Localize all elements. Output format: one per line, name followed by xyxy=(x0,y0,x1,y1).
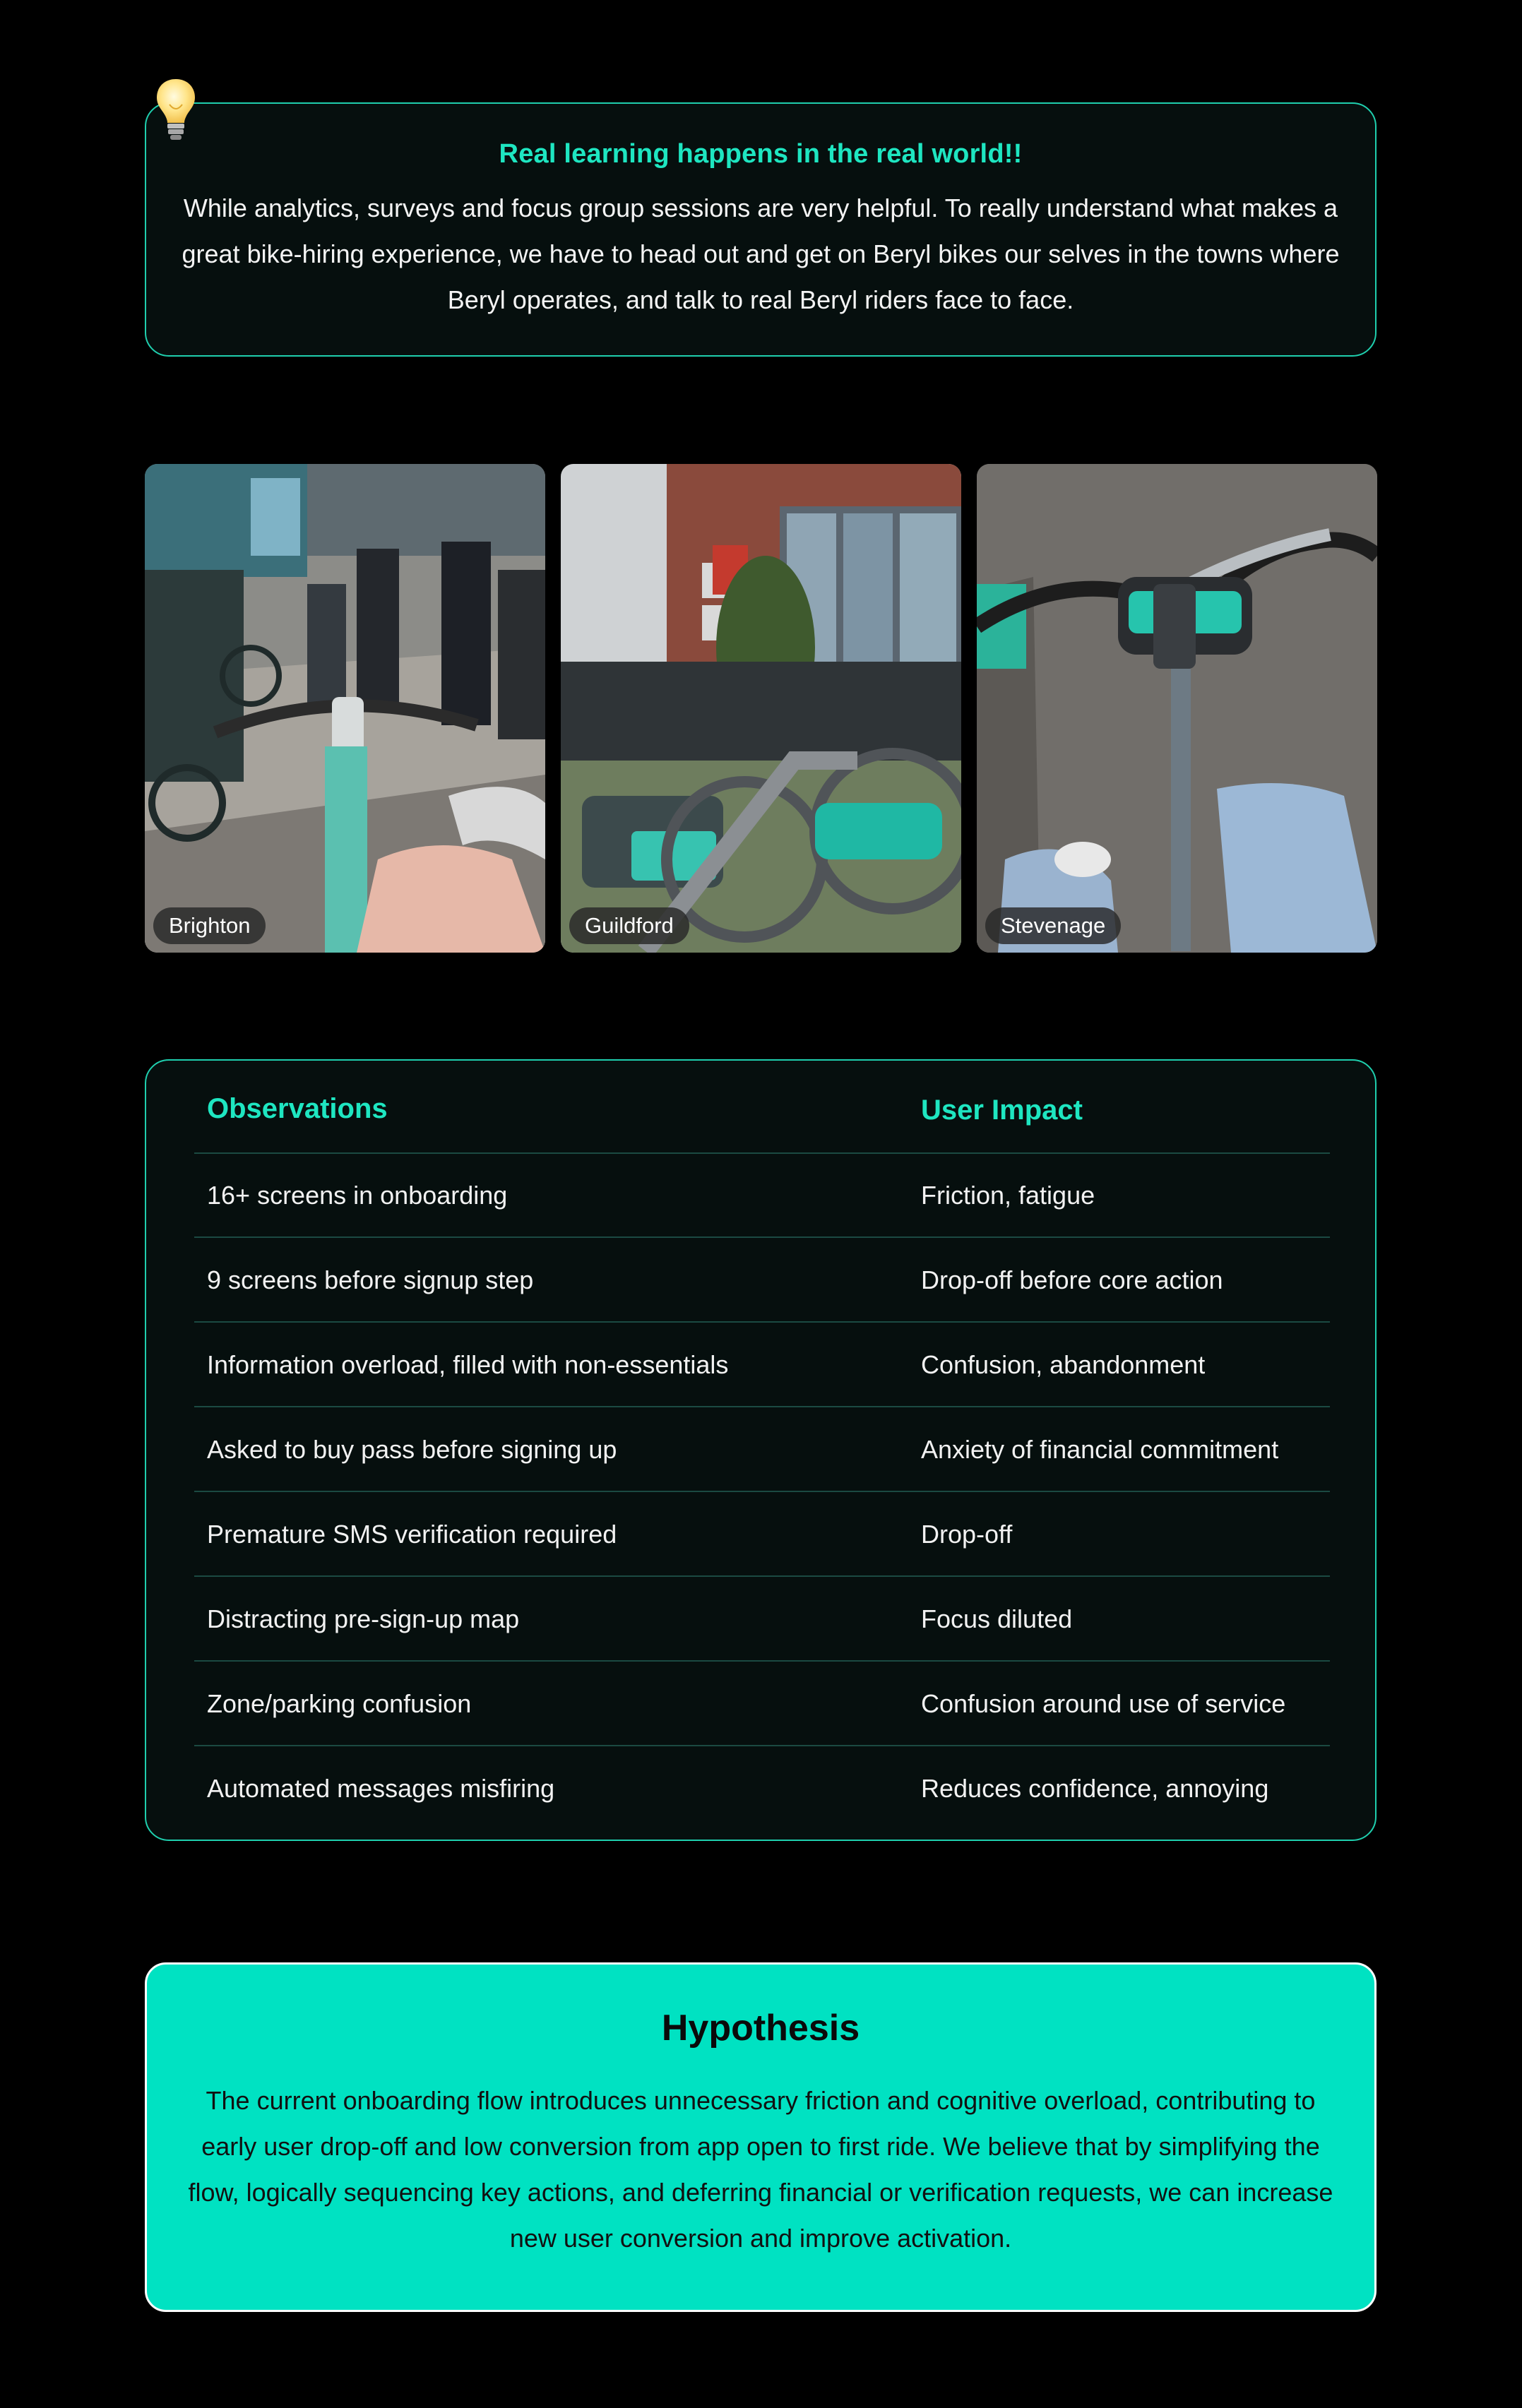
lightbulb-icon xyxy=(154,76,198,144)
observations-table xyxy=(145,1059,1377,1841)
observation-cell: Information overload, filled with non-essentials xyxy=(207,1350,729,1379)
table-row xyxy=(194,1576,1330,1662)
user-impact-column-header: User Impact xyxy=(921,1095,1083,1126)
hypothesis-text: The current onboarding flow introduces unnecessary friction and cognitive overload, contributing to early user drop-off and low conversion from app open to first ride. We believe that by simplifying the flow, logically sequencing key actions, and deferring financial or verification requests, we can increase new user conversion and improve activation. xyxy=(188,2086,1333,2253)
impact-cell: Drop-off xyxy=(921,1520,1013,1549)
hypothesis-title: Hypothesis xyxy=(661,2008,860,2049)
observation-cell: Automated messages misfiring xyxy=(207,1774,555,1803)
stevenage-ride-image xyxy=(977,464,1377,953)
impact-cell: Confusion, abandonment xyxy=(921,1350,1206,1379)
observation-cell: 9 screens before signup step xyxy=(207,1265,534,1294)
table-row xyxy=(194,1491,1330,1577)
photo-brighton xyxy=(145,464,545,953)
brighton-street-image xyxy=(145,464,545,953)
photo-stevenage xyxy=(977,464,1377,953)
observation-cell: Premature SMS verification required xyxy=(207,1520,617,1549)
table-row xyxy=(194,1661,1330,1746)
photo-label-brighton: Brighton xyxy=(153,907,266,944)
observations-column-header: Observations xyxy=(207,1093,388,1124)
observation-cell: Distracting pre-sign-up map xyxy=(207,1604,520,1633)
observations-header-row xyxy=(194,1061,1330,1154)
table-row xyxy=(194,1237,1330,1323)
table-row xyxy=(194,1407,1330,1492)
impact-cell: Confusion around use of service xyxy=(921,1689,1286,1718)
impact-cell: Reduces confidence, annoying xyxy=(921,1774,1269,1803)
photo-guildford xyxy=(561,464,961,953)
table-row xyxy=(194,1152,1330,1238)
observation-cell: 16+ screens in onboarding xyxy=(207,1181,508,1210)
table-row xyxy=(194,1746,1330,1830)
photo-label-stevenage: Stevenage xyxy=(985,907,1121,944)
impact-cell: Friction, fatigue xyxy=(921,1181,1095,1210)
photo-label-guildford: Guildford xyxy=(569,907,689,944)
insight-card xyxy=(145,102,1377,357)
insight-text: While analytics, surveys and focus group sessions are very helpful. To really understand what makes a great bike-hiring experience, we have to head out and get on Beryl bikes our selves in the towns where Beryl operates, and talk to real Beryl riders face to face. xyxy=(182,193,1340,314)
impact-cell: Focus diluted xyxy=(921,1604,1073,1633)
hypothesis-card xyxy=(145,1962,1377,2312)
table-row xyxy=(194,1322,1330,1407)
impact-cell: Drop-off before core action xyxy=(921,1265,1223,1294)
impact-cell: Anxiety of financial commitment xyxy=(921,1435,1279,1464)
observation-cell: Zone/parking confusion xyxy=(207,1689,472,1718)
observation-cell: Asked to buy pass before signing up xyxy=(207,1435,617,1464)
guildford-station-image xyxy=(561,464,961,953)
insight-title: Real learning happens in the real world!! xyxy=(499,139,1023,169)
